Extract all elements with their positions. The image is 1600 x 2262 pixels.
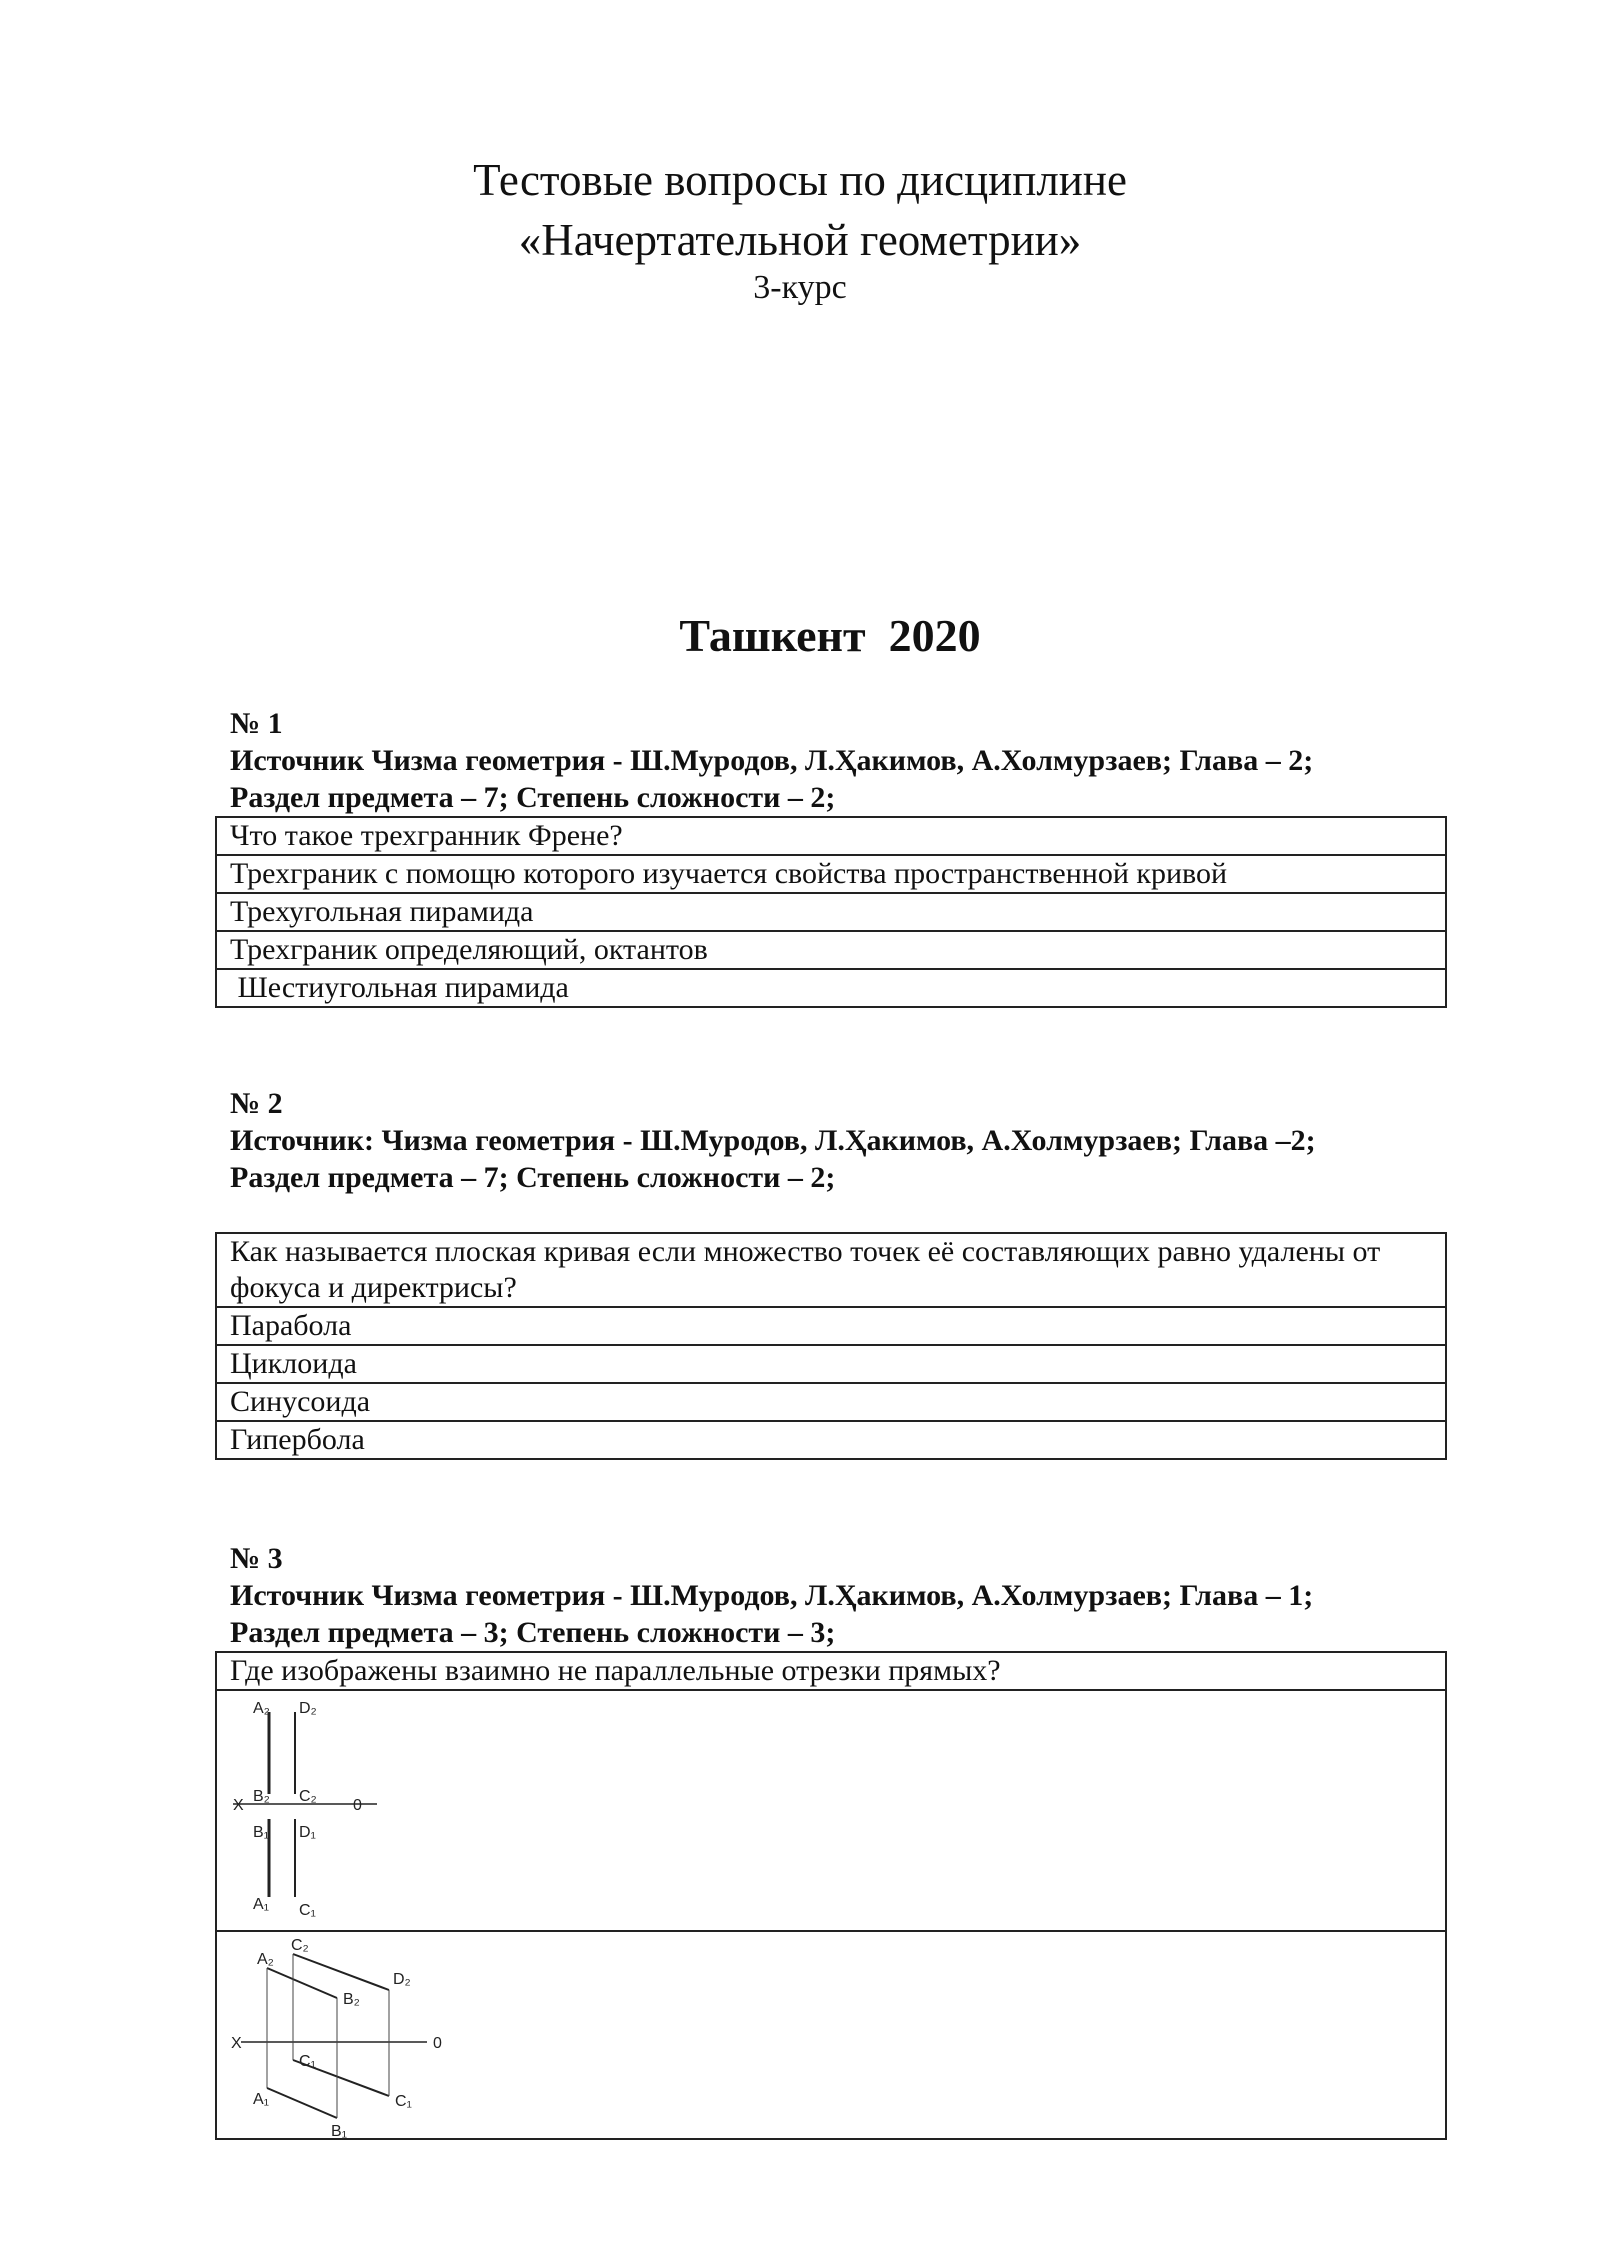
point-label: C₁ xyxy=(299,2053,316,2070)
answer-option[interactable]: Гипербола xyxy=(216,1421,1446,1459)
answer-option-figure-2[interactable] xyxy=(216,1931,1446,2139)
answer-option[interactable]: Шестиугольная пирамида xyxy=(216,969,1446,1007)
axis-label-x: X xyxy=(231,2035,242,2052)
question-section: Раздел предмета – 7; Степень сложности – 2; xyxy=(230,1161,836,1194)
parallel-segments-figure xyxy=(227,1697,387,1927)
question-section: Раздел предмета – 7; Степень сложности – 2; xyxy=(230,781,836,814)
doc-title-line2: «Начертательной геометрии» xyxy=(518,215,1082,265)
answers-table xyxy=(215,1651,1447,2140)
axis-label-x: X xyxy=(233,1797,244,1814)
question-section: Раздел предмета – 3; Степень сложности – 3; xyxy=(230,1616,836,1649)
point-label: B₁ xyxy=(253,1824,270,1841)
point-label: D₁ xyxy=(299,1824,316,1841)
doc-title-line1: Тестовые вопросы по дисциплине xyxy=(473,155,1127,205)
question-text: Как называется плоская кривая если множество точек её составляющих равно удалены от фокуса и директрисы? xyxy=(216,1233,1446,1307)
point-label: A₁ xyxy=(253,2091,270,2108)
point-label: A₂ xyxy=(253,1700,270,1717)
point-label: B₂ xyxy=(343,1991,360,2008)
question-source: Источник Чизма геометрия - Ш.Муродов, Л.Ҳакимов, А.Холмурзаев; Глава – 2; xyxy=(230,744,1314,777)
point-label: A₂ xyxy=(257,1951,274,1968)
answer-option[interactable]: Циклоида xyxy=(216,1345,1446,1383)
axis-label-o: 0 xyxy=(433,2035,442,2052)
question-block-1 xyxy=(230,705,1490,1008)
question-source: Источник Чизма геометрия - Ш.Муродов, Л.Ҳакимов, А.Холмурзаев; Глава – 1; xyxy=(230,1579,1314,1612)
question-source: Источник: Чизма геометрия - Ш.Муродов, Л.Ҳакимов, А.Холмурзаев; Глава –2; xyxy=(230,1124,1316,1157)
question-block-2 xyxy=(230,1085,1490,1460)
question-number: № 3 xyxy=(230,1542,283,1575)
segment-a1b1 xyxy=(267,2088,337,2118)
question-number: № 1 xyxy=(230,707,283,740)
answer-option[interactable]: Синусоида xyxy=(216,1383,1446,1421)
point-label: B₂ xyxy=(253,1788,270,1805)
axis-label-o: 0 xyxy=(353,1797,362,1814)
point-label: D₂ xyxy=(299,1700,317,1717)
answers-table xyxy=(215,1232,1447,1460)
answer-option-figure-1[interactable] xyxy=(216,1690,1446,1931)
city-year: Ташкент 2020 xyxy=(679,610,981,661)
segment-a2b2 xyxy=(267,1968,337,1998)
point-label: A₁ xyxy=(253,1896,270,1913)
answers-table xyxy=(215,816,1447,1008)
question-text: Что такое трехгранник Френе? xyxy=(216,817,1446,855)
answer-option[interactable]: Парабола xyxy=(216,1307,1446,1345)
answer-option[interactable]: Трехграник определяющий, октантов xyxy=(216,931,1446,969)
point-label: D₂ xyxy=(393,1971,411,1988)
doc-course: 3-курс xyxy=(753,269,847,306)
question-block-3 xyxy=(230,1540,1490,2140)
answer-option[interactable]: Трехугольная пирамида xyxy=(216,893,1446,931)
question-text: Где изображены взаимно не параллельные отрезки прямых? xyxy=(216,1652,1446,1690)
non-parallel-segments-figure xyxy=(227,1938,467,2143)
question-number: № 2 xyxy=(230,1087,283,1120)
point-label: C₁ xyxy=(299,1902,316,1919)
point-label: C₂ xyxy=(291,1938,309,1954)
point-label: B₁ xyxy=(331,2123,348,2140)
point-label: C₂ xyxy=(299,1788,317,1805)
answer-option[interactable]: Трехграник с помощю которого изучается свойства пространственной кривой xyxy=(216,855,1446,893)
point-label: C₁ xyxy=(395,2093,412,2110)
